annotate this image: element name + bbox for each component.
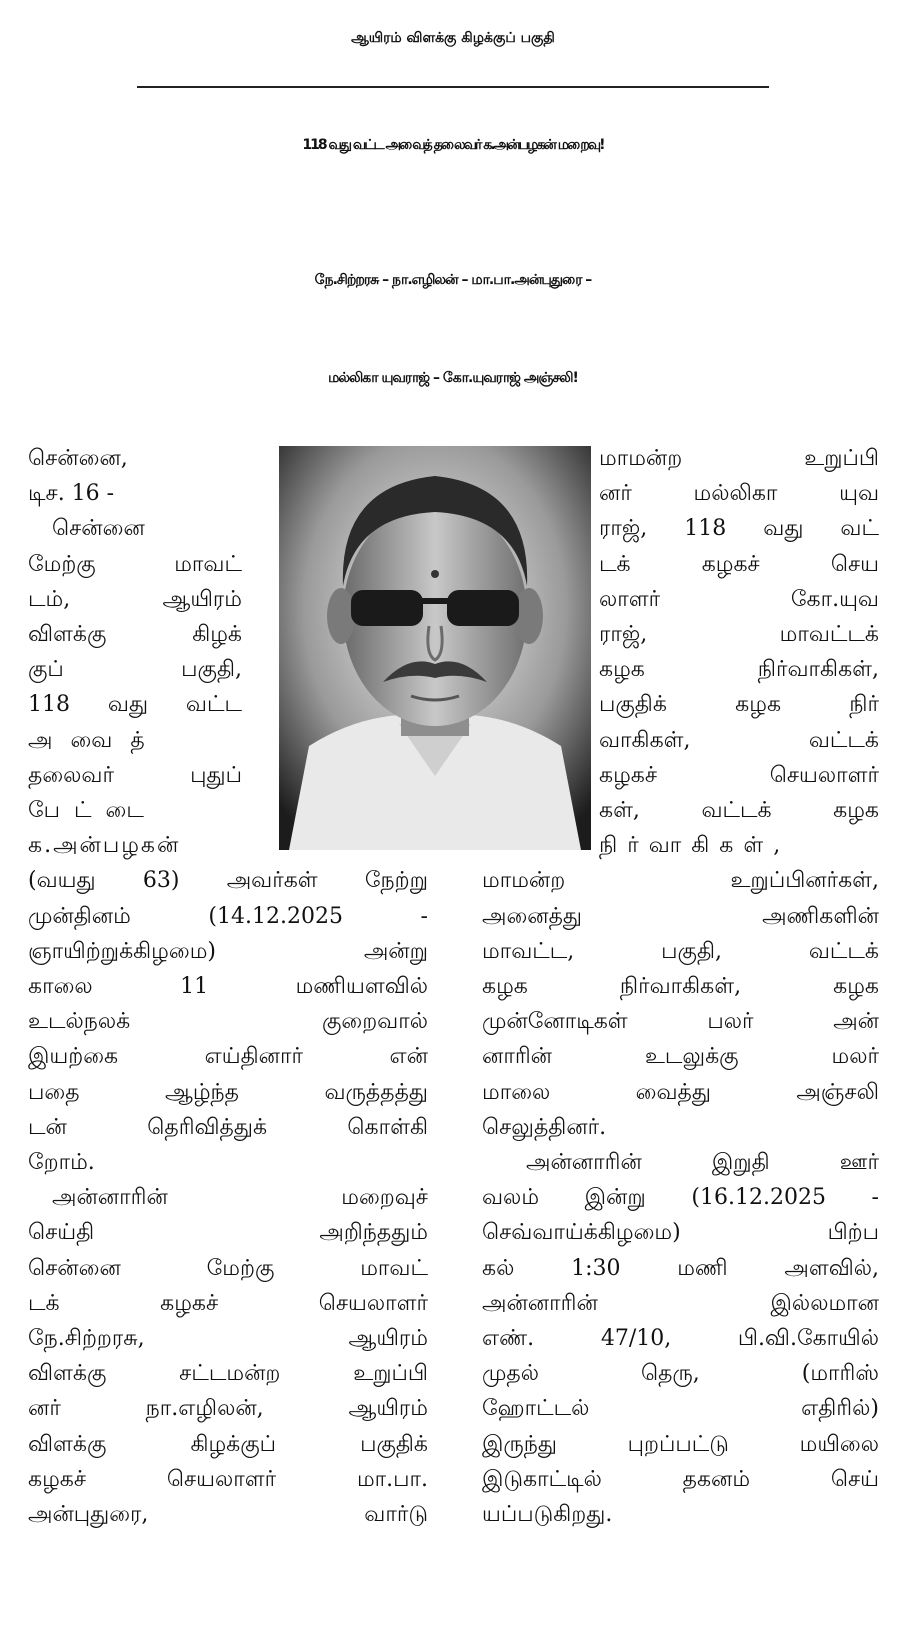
left-line: முன்தினம் (14.12.2025 -	[28, 903, 428, 929]
right-line: லாளர் கோ.யுவ	[599, 586, 879, 612]
right-line: முன்னோடிகள் பலர் அன்	[482, 1009, 879, 1035]
left-line: சென்னை	[52, 516, 145, 542]
right-line: வலம் இன்று (16.12.2025 -	[482, 1185, 879, 1211]
right-column	[482, 441, 879, 1532]
left-line: உடல்நலக் குறைவால்	[28, 1009, 428, 1035]
left-line: விளக்கு கிழக்	[28, 622, 242, 648]
left-line: செய்தி அறிந்ததும்	[28, 1220, 428, 1246]
right-line: முதல் தெரு, (மாரிஸ்	[482, 1361, 879, 1387]
left-line: பேட்டை	[28, 798, 158, 824]
deck-line-2: மல்லிகா யுவராஜ் – கோ.யுவராஜ் அஞ்சலி!	[328, 370, 578, 386]
right-line: இருந்து புறப்பட்டு மயிலை	[482, 1431, 879, 1457]
left-line: சென்னை மேற்கு மாவட்	[28, 1255, 428, 1281]
deck-line-1: நே.சிற்றரசு – நா.எழிலன் – மா.பா.அன்புதுரை –	[314, 272, 592, 288]
left-line: அன்னாரின் மறைவுச்	[52, 1185, 428, 1211]
right-line: எண். 47/10, பி.வி.கோயில்	[482, 1326, 879, 1352]
left-line: டக் கழகச் செயலாளர்	[28, 1290, 428, 1316]
left-line: மேற்கு மாவட்	[28, 551, 242, 577]
left-line: டிச. 16 -	[28, 481, 115, 507]
left-line: கழகச் செயலாளர் மா.பா.	[28, 1466, 428, 1492]
left-line: றோம்.	[28, 1150, 95, 1176]
right-line: அனைத்து அணிகளின்	[482, 903, 879, 929]
left-line: விளக்கு கிழக்குப் பகுதிக்	[28, 1431, 428, 1457]
right-line: மாலை வைத்து அஞ்சலி	[482, 1079, 879, 1105]
right-line: னர் மல்லிகா யுவ	[599, 481, 879, 507]
right-line: ராஜ், மாவட்டக்	[599, 622, 879, 648]
right-line: அன்னாரின் இல்லமான	[482, 1290, 879, 1316]
right-line: செலுத்தினர்.	[482, 1114, 607, 1140]
right-line: வாகிகள், வட்டக்	[599, 727, 879, 753]
left-line: தலைவர் புதுப்	[28, 762, 242, 788]
kicker-underline	[137, 86, 769, 88]
right-line: ஹோட்டல் எதிரில்)	[482, 1396, 879, 1422]
right-line: யப்படுகிறது.	[482, 1502, 613, 1528]
right-line: கழக நிர்வாகிகள், கழக	[482, 974, 879, 1000]
right-line: மாவட்ட, பகுதி, வட்டக்	[482, 938, 879, 964]
right-line: கழக நிர்வாகிகள்,	[599, 657, 879, 683]
right-line: ராஜ், 118 வது வட்	[599, 516, 879, 542]
right-line: மாமன்ற உறுப்பி	[599, 446, 879, 471]
left-line: டன் தெரிவித்துக் கொள்கி	[28, 1114, 428, 1140]
right-line: நிர்வாகிகள்,	[599, 833, 791, 859]
left-line: காலை 11 மணியளவில்	[28, 974, 428, 1000]
left-line: சென்னை,	[28, 446, 128, 471]
headline: 118 வது வட்ட அவைத் தலைவர் க.அன்பழகன் மறைவு!	[302, 137, 604, 153]
right-line: கள், வட்டக் கழக	[599, 798, 879, 824]
right-line: செவ்வாய்க்கிழமை) பிற்ப	[482, 1220, 879, 1246]
left-line: ஞாயிற்றுக்கிழமை) அன்று	[28, 938, 428, 964]
left-line: அன்புதுரை, வார்டு	[28, 1502, 428, 1528]
right-line: பகுதிக் கழக நிர்	[599, 692, 879, 718]
left-line: (வயது 63) அவர்கள் நேற்று	[28, 868, 428, 894]
right-line: அன்னாரின் இறுதி ஊர்	[526, 1150, 879, 1176]
right-line: மாமன்ற உறுப்பினர்கள்,	[482, 868, 879, 894]
left-line: க.அன்பழகன்	[28, 833, 181, 859]
left-line: இயற்கை எய்தினார் என்	[28, 1044, 428, 1070]
left-line: 118 வது வட்ட	[28, 692, 242, 718]
right-line: கழகச் செயலாளர்	[599, 762, 879, 788]
right-line: டக் கழகச் செய	[599, 551, 879, 577]
left-line: பதை ஆழ்ந்த வருத்தத்து	[28, 1079, 428, 1105]
left-line: அவைத்	[28, 727, 163, 753]
left-line: னர் நா.எழிலன், ஆயிரம்	[28, 1396, 428, 1422]
section-kicker: ஆயிரம் விளக்கு கிழக்குப் பகுதி	[351, 30, 555, 46]
left-line: நே.சிற்றரசு, ஆயிரம்	[28, 1326, 428, 1352]
left-line: விளக்கு சட்டமன்ற உறுப்பி	[28, 1361, 428, 1387]
left-column	[28, 441, 428, 1532]
right-line: கல் 1:30 மணி அளவில்,	[482, 1255, 879, 1281]
left-line: டம், ஆயிரம்	[28, 586, 242, 612]
right-line: னாரின் உடலுக்கு மலர்	[482, 1044, 879, 1070]
left-line: குப் பகுதி,	[28, 657, 242, 683]
right-line: இடுகாட்டில் தகனம் செய்	[482, 1466, 879, 1492]
